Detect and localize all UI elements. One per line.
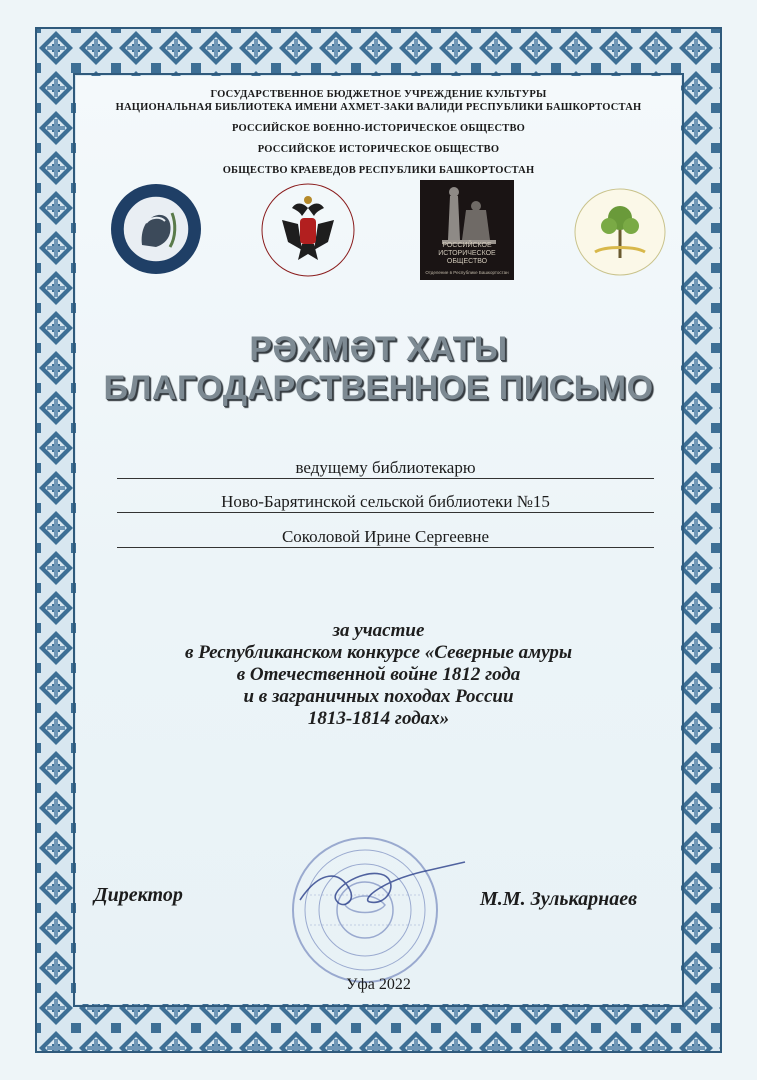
title-bashkir: РӘХМӘТ ХАТЫ bbox=[249, 330, 508, 368]
signature-name: М.М. Зулькарнаев bbox=[480, 888, 638, 910]
city-year: Уфа 2022 bbox=[346, 976, 411, 993]
organization-header bbox=[76, 88, 681, 177]
award-reason bbox=[76, 620, 681, 730]
reason-line-1: за участие bbox=[332, 620, 425, 641]
reason-line-3: в Отечественной войне 1812 года bbox=[236, 664, 521, 685]
kraeved-society-logo bbox=[573, 188, 667, 276]
signature-role: Директор bbox=[94, 884, 183, 906]
org-line-3: РОССИЙСКОЕ ВОЕННО-ИСТОРИЧЕСКОЕ ОБЩЕСТВО bbox=[231, 123, 526, 134]
rvio-eagle-logo bbox=[258, 180, 358, 280]
org-line-5: ОБЩЕСТВО КРАЕВЕДОВ РЕСПУБЛИКИ БАШКОРТОСТАН bbox=[222, 165, 535, 176]
rio-logo-subtext: Отделение в Республике Башкортостан bbox=[425, 270, 509, 275]
recipient-organization: Ново-Барятинской сельской библиотеки №15 bbox=[117, 492, 654, 513]
org-line-2: НАЦИОНАЛЬНАЯ БИБЛИОТЕКА ИМЕНИ АХМЕТ-ЗАКИ ВАЛИДИ РЕСПУБЛИКИ БАШКОРТОСТАН bbox=[115, 102, 642, 113]
rio-logo-text: РОССИЙСКОЕ ИСТОРИЧЕСКОЕ ОБЩЕСТВО bbox=[438, 242, 496, 265]
recipient-position: ведущему библиотекарю bbox=[117, 458, 654, 479]
recipient-name: Соколовой Ирине Сергеевне bbox=[117, 527, 654, 548]
reason-line-4: и в заграничных походах России bbox=[243, 686, 514, 707]
org-line-1: ГОСУДАРСТВЕННОЕ БЮДЖЕТНОЕ УЧРЕЖДЕНИЕ КУЛЬТУРЫ bbox=[210, 89, 547, 100]
reason-line-2: в Республиканском конкурсе «Северные амуры bbox=[184, 642, 573, 663]
national-library-logo bbox=[110, 183, 202, 275]
title-russian: БЛАГОДАРСТВЕННОЕ ПИСЬМО bbox=[103, 369, 654, 407]
director-signature bbox=[290, 850, 470, 930]
reason-line-5: 1813-1814 годах» bbox=[307, 708, 450, 729]
org-line-4: РОССИЙСКОЕ ИСТОРИЧЕСКОЕ ОБЩЕСТВО bbox=[257, 144, 500, 155]
